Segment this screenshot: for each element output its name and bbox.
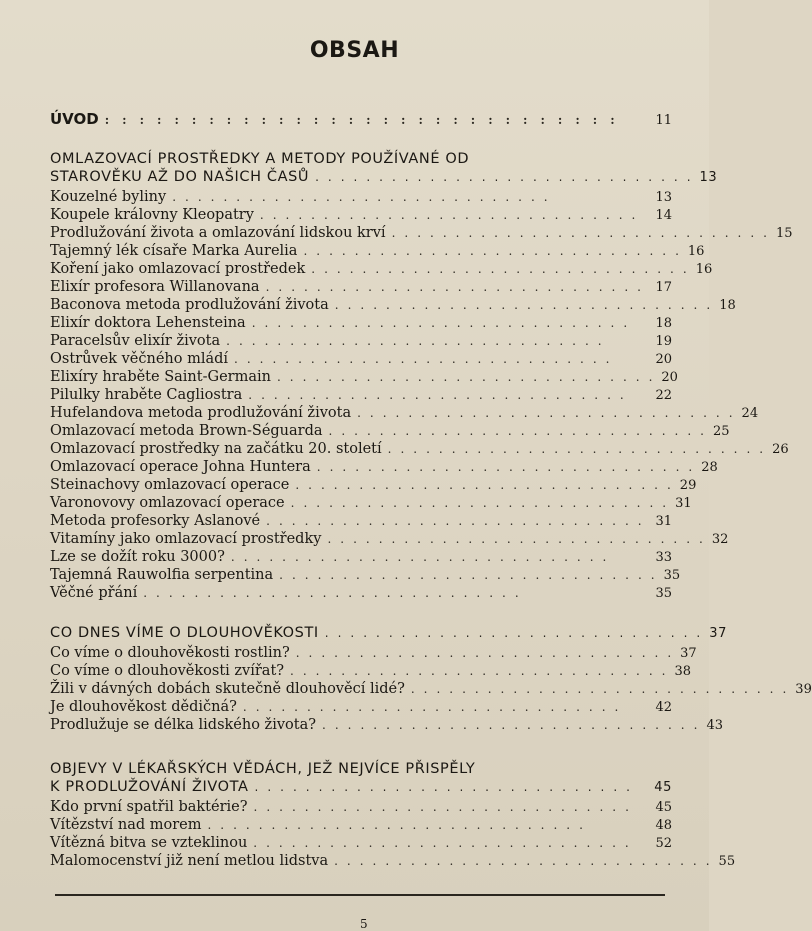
toc-entry-label: Hufelandova metoda prodlužování života xyxy=(50,405,352,421)
toc-entry-label: Malomocenství již není metlou lidstva xyxy=(50,853,329,869)
dot-leader: .............................. xyxy=(266,514,651,528)
toc-entry-label: Kdo první spatřil baktérie? xyxy=(50,799,248,815)
toc-entry-label: Kouzelné byliny xyxy=(50,189,167,205)
dot-leader: .............................. xyxy=(230,550,616,564)
section-heading-entry xyxy=(50,168,718,188)
toc-entry-label: Vitamíny jako omlazovací prostředky xyxy=(50,531,322,547)
toc-entry-label: Elixíry hraběte Saint-Germain xyxy=(50,369,271,385)
dot-leader: .............................. xyxy=(311,262,696,276)
section-heading-line: OMLAZOVACÍ PROSTŘEDKY A METODY POUŽÍVANÉ OD xyxy=(50,151,470,167)
toc-intro-entry xyxy=(50,110,672,136)
toc-entry xyxy=(50,548,672,566)
toc-page-number: 32 xyxy=(711,532,729,547)
toc-entry-label: Steinachovy omlazovací operace xyxy=(50,477,290,493)
dot-leader: .............................. xyxy=(253,800,638,814)
toc-entry xyxy=(50,476,697,494)
dot-leader: .............................. xyxy=(276,370,662,384)
section-heading-label: K PRODLUŽOVÁNÍ ŽIVOTA xyxy=(50,779,249,795)
dot-leader: .............................. xyxy=(248,388,633,402)
toc-entry-label: Vítězná bitva se vzteklinou xyxy=(50,835,248,851)
dot-leader: .............................. xyxy=(207,818,592,832)
toc-entry xyxy=(50,350,672,368)
toc-entry-label: Co víme o dlouhověkosti rostlin? xyxy=(50,645,290,661)
toc-page-number: 43 xyxy=(706,718,723,733)
toc-page-number: 31 xyxy=(675,496,692,511)
toc-page-number: 55 xyxy=(718,854,736,869)
toc-entry-label: Koupele královny Kleopatry xyxy=(50,207,254,223)
toc-entry-label: Tajemná Rauwolfia serpentina xyxy=(50,567,274,583)
dot-leader: :::::::::::::::::::::::::::::: xyxy=(104,113,628,127)
toc-entry-label: Vítězství nad morem xyxy=(50,817,202,833)
toc-page-number: 48 xyxy=(655,818,672,833)
toc-page-number: 20 xyxy=(655,352,672,367)
dot-leader: .............................. xyxy=(410,682,796,696)
toc-entry-label: Baconova metoda prodlužování života xyxy=(50,297,329,313)
dot-leader: .............................. xyxy=(242,700,628,714)
dot-leader: .............................. xyxy=(334,854,719,868)
toc-entry-label: Koření jako omlazovací prostředek xyxy=(50,261,306,277)
toc-entry-label: Varonovovy omlazovací operace xyxy=(50,495,285,511)
toc-entry-label: Paracelsův elixír života xyxy=(50,333,221,349)
toc-entry xyxy=(50,404,759,422)
toc-entry-label: Omlazovací metoda Brown-Séguarda xyxy=(50,423,323,439)
toc-entry-label: Elixír profesora Willanovana xyxy=(50,279,260,295)
toc-page-number: 25 xyxy=(712,424,730,439)
toc-page-number: 31 xyxy=(655,514,672,529)
section-items xyxy=(50,644,812,734)
toc-entry-label: Omlazovací prostředky na začátku 20. století xyxy=(50,441,382,457)
toc-page-number: 29 xyxy=(679,478,697,493)
toc-entry xyxy=(50,278,672,296)
toc-page-number: 28 xyxy=(701,460,718,475)
toc-entry xyxy=(50,584,672,602)
toc-page-number: 19 xyxy=(655,334,672,349)
dot-leader: .............................. xyxy=(357,406,742,420)
dot-leader: .............................. xyxy=(290,496,676,510)
toc-page-number: 16 xyxy=(687,244,705,259)
section-items xyxy=(50,798,736,870)
toc-entry xyxy=(50,798,672,816)
toc-page-number: 37 xyxy=(680,646,697,661)
toc-entry-label: Omlazovací operace Johna Huntera xyxy=(50,459,311,475)
dot-leader: .............................. xyxy=(226,334,611,348)
page-title: OBSAH xyxy=(309,38,400,63)
toc-entry xyxy=(50,386,672,404)
dot-leader: .............................. xyxy=(391,226,776,240)
toc-page-number: 39 xyxy=(795,682,812,697)
dot-leader: .............................. xyxy=(253,836,638,850)
dot-leader: .............................. xyxy=(334,298,720,312)
table-of-contents xyxy=(50,110,812,870)
dot-leader: .............................. xyxy=(316,460,702,474)
toc-page-number: 45 xyxy=(655,800,672,815)
toc-entry-label: Metoda profesorky Aslanové xyxy=(50,513,261,529)
toc-section-3 xyxy=(50,760,736,870)
toc-entry xyxy=(50,680,812,698)
toc-page-number: 14 xyxy=(655,208,672,223)
toc-entry xyxy=(50,440,789,458)
dot-leader: .............................. xyxy=(279,568,664,582)
toc-entry-label: Věčné přání xyxy=(50,585,138,601)
dot-leader: .............................. xyxy=(143,586,528,600)
toc-entry xyxy=(50,188,672,206)
toc-page-number: 35 xyxy=(663,568,681,583)
section-heading-line: OBJEVY V LÉKAŘSKÝCH VĚDÁCH, JEŽ NEJVÍCE PŘISPĚLY xyxy=(50,761,476,777)
toc-entry xyxy=(50,224,793,242)
section-heading-label: STAROVĚKU AŽ DO NAŠICH ČASŮ xyxy=(50,169,310,185)
toc-page-number: 18 xyxy=(655,316,672,331)
toc-entry xyxy=(50,368,678,386)
toc-entry xyxy=(50,834,672,852)
section-heading-entry xyxy=(50,778,672,798)
toc-page-number: 20 xyxy=(661,370,678,385)
section-heading-label: CO DNES VÍME O DLOUHOVĚKOSTI xyxy=(50,625,319,641)
toc-entry xyxy=(50,296,736,314)
toc-entry-label: Co víme o dlouhověkosti zvířat? xyxy=(50,663,285,679)
footer-rule xyxy=(55,894,665,896)
dot-leader: .............................. xyxy=(322,718,707,732)
toc-entry-label: Elixír doktora Lehensteina xyxy=(50,315,246,331)
toc-page-number: 11 xyxy=(655,113,672,128)
toc-entry xyxy=(50,716,723,734)
toc-page-number: 13 xyxy=(699,170,718,185)
dot-leader: .............................. xyxy=(303,244,688,258)
toc-entry xyxy=(50,422,730,440)
toc-entry-label: Ostrůvek věčného mládí xyxy=(50,351,229,367)
toc-entry xyxy=(50,530,729,548)
toc-entry-label: Je dlouhověkost dědičná? xyxy=(50,699,237,715)
page-folio: 5 xyxy=(360,917,368,931)
toc-entry xyxy=(50,458,718,476)
toc-page-number: 45 xyxy=(654,780,672,795)
toc-entry xyxy=(50,698,672,716)
toc-entry xyxy=(50,512,672,530)
toc-page-number: 37 xyxy=(709,626,727,641)
toc-entry-label: Žili v dávných dobách skutečně dlouhověcí lidé? xyxy=(50,681,405,697)
toc-entry xyxy=(50,662,692,680)
dot-leader: .............................. xyxy=(327,532,712,546)
toc-page-number: 42 xyxy=(655,700,672,715)
dot-leader: .............................. xyxy=(251,316,637,330)
toc-page-number: 15 xyxy=(776,226,793,241)
toc-page-number: 35 xyxy=(655,586,672,601)
toc-entry xyxy=(50,242,705,260)
toc-entry xyxy=(50,314,672,332)
toc-section-2 xyxy=(50,624,812,734)
toc-entry-label: Lze se dožít roku 3000? xyxy=(50,549,225,565)
dot-leader: .............................. xyxy=(265,280,650,294)
toc-page-number: 17 xyxy=(655,280,672,295)
dot-leader: .............................. xyxy=(387,442,773,456)
toc-entry xyxy=(50,566,681,584)
toc-page-number: 52 xyxy=(655,836,672,851)
toc-entry xyxy=(50,260,713,278)
toc-entry-label: Prodlužuje se délka lidského života? xyxy=(50,717,316,733)
toc-entry-label: Prodlužování života a omlazování lidskou krví xyxy=(50,225,386,241)
dot-leader: .............................. xyxy=(234,352,619,366)
toc-page-number: 38 xyxy=(674,664,692,679)
dot-leader: .............................. xyxy=(172,190,557,204)
toc-entry-label: Tajemný lék císaře Marka Aurelia xyxy=(50,243,298,259)
toc-page-number: 22 xyxy=(655,388,672,403)
section-items xyxy=(50,188,793,602)
dot-leader: .............................. xyxy=(259,208,645,222)
section-heading-entry xyxy=(50,624,727,644)
dot-leader: .............................. xyxy=(295,646,681,660)
toc-page-number: 26 xyxy=(772,442,789,457)
toc-page-number: 13 xyxy=(655,190,672,205)
toc-page-number: 16 xyxy=(695,262,713,277)
dot-leader: .............................. xyxy=(295,478,680,492)
dot-leader: .............................. xyxy=(328,424,713,438)
toc-entry xyxy=(50,852,736,870)
dot-leader: .............................. xyxy=(324,626,710,640)
toc-page-number: 33 xyxy=(655,550,672,565)
toc-entry xyxy=(50,332,672,350)
toc-entry-label: ÚVOD xyxy=(50,110,99,128)
toc-entry-label: Pilulky hraběte Cagliostra xyxy=(50,387,243,403)
toc-page-number: 18 xyxy=(719,298,736,313)
toc-entry xyxy=(50,206,672,224)
dot-leader: .............................. xyxy=(290,664,675,678)
dot-leader: .............................. xyxy=(315,170,700,184)
toc-page-number: 24 xyxy=(741,406,759,421)
toc-entry xyxy=(50,644,697,662)
dot-leader: .............................. xyxy=(254,780,639,794)
toc-section-1 xyxy=(50,150,793,602)
toc-entry xyxy=(50,494,692,512)
toc-entry xyxy=(50,816,672,834)
